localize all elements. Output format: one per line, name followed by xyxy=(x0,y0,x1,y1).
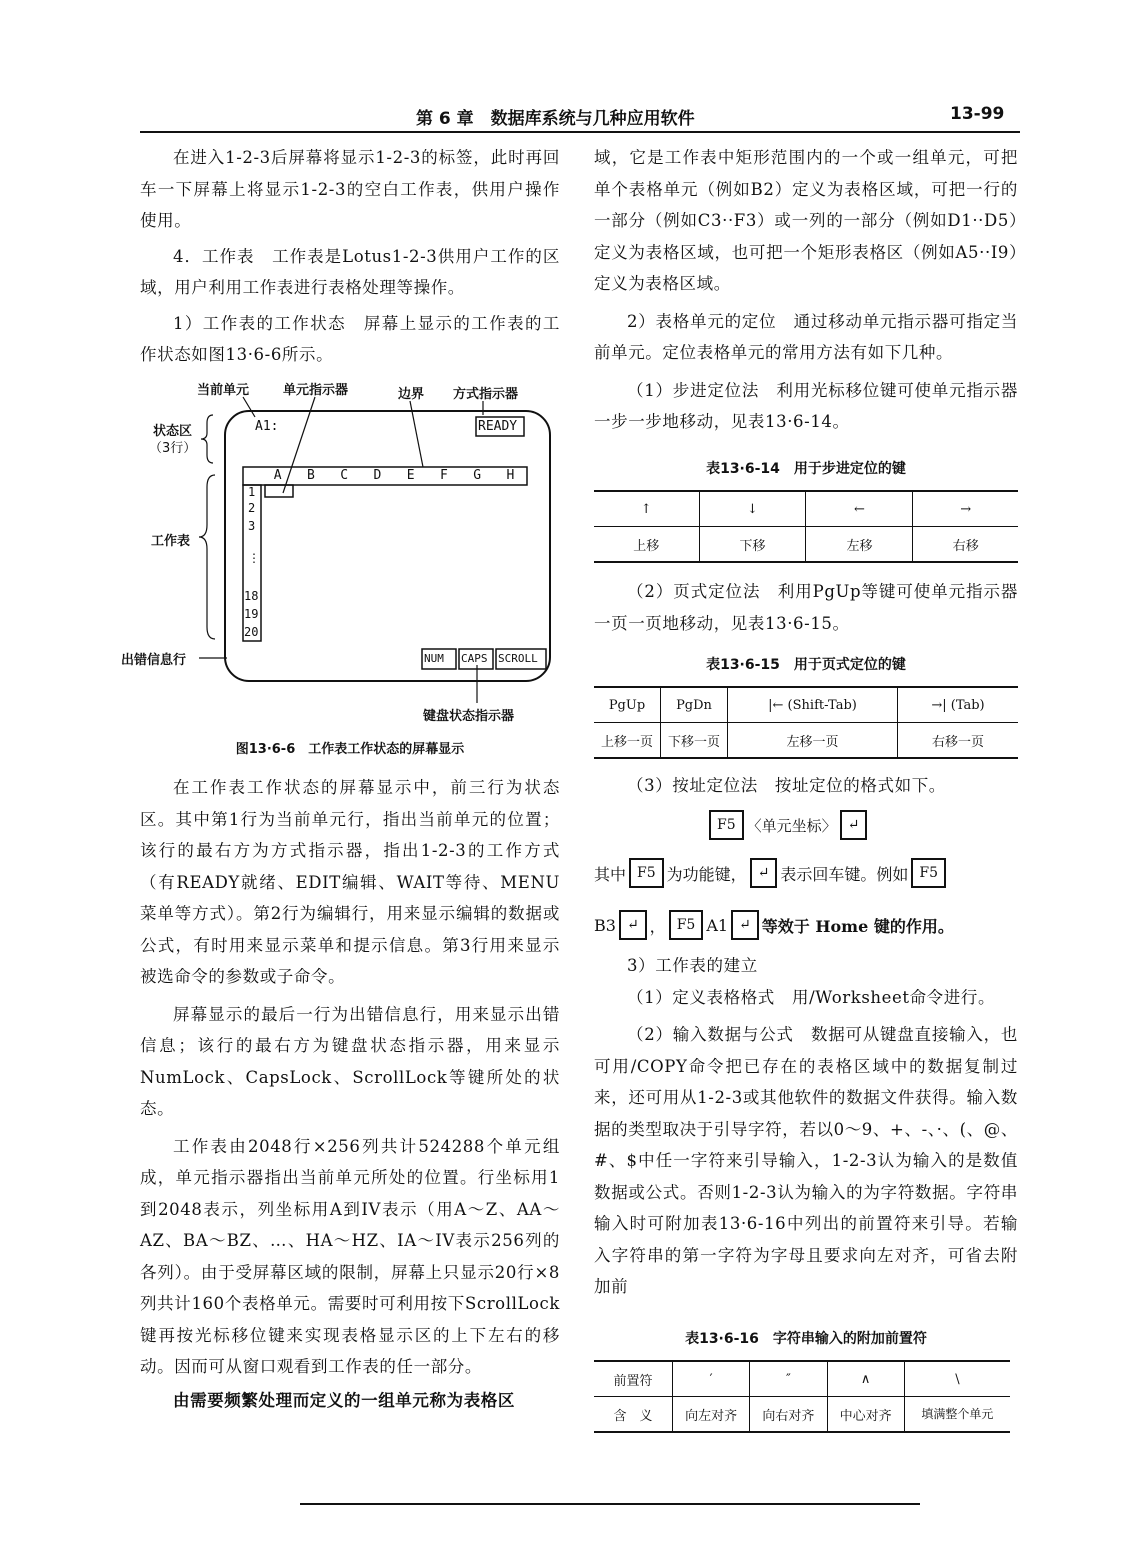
table-cell: 右移一页 xyxy=(898,723,1019,759)
label-cell-pointer: 单元指示器 xyxy=(283,383,349,398)
table-row xyxy=(594,723,1018,759)
enter-key: ↵ xyxy=(750,858,778,888)
table-cell: \ xyxy=(904,1361,1010,1397)
text: 其中 xyxy=(594,864,627,884)
label-current-cell: 当前单元 xyxy=(197,383,250,398)
enter-key: ↵ xyxy=(840,810,868,840)
enter-key: ↵ xyxy=(731,910,759,940)
paragraph: 屏幕显示的最后一行为出错信息行，用来显示出错信息；该行的最右方为键盘状态指示器，用来显示NumLock、CapsLock、ScrollLock等键所处的状态。 xyxy=(140,1004,560,1118)
paragraph: 域，它是工作表中矩形范围内的一个或一组单元，可把单个表格单元（例如B2）定义为表格区域，可把一行的一部分（例如C3··F3）或一列的一部分（例如D1··D5）定义为表格区域，也可把一个矩形表格区（例如A5··I9）定义为表格区域。 xyxy=(594,148,1018,293)
table-cell: 前置符 xyxy=(594,1361,673,1397)
header-rule xyxy=(140,131,1020,133)
figure-worksheet-screen xyxy=(115,375,565,724)
column-header: E xyxy=(406,468,415,483)
f5-key: F5 xyxy=(709,810,744,840)
table-cell: 右移 xyxy=(913,527,1018,563)
left-column-bottom xyxy=(140,772,560,1416)
table-cell: 向左对齐 xyxy=(673,1397,750,1433)
table-14-caption: 表13·6-14 用于步进定位的键 xyxy=(706,461,906,477)
label-status-area: 状态区 xyxy=(153,424,193,439)
status-key-caps: CAPS xyxy=(461,652,488,665)
table-cell: ∧ xyxy=(827,1361,904,1397)
label-mode-indicator: 方式指示器 xyxy=(453,387,519,402)
row-header: 3 xyxy=(248,519,256,533)
table-cell: 填满整个单元 xyxy=(904,1397,1010,1433)
paragraph: 3）工作表的建立 xyxy=(627,956,758,975)
f5-key: F5 xyxy=(911,858,946,888)
table-cell: PgUp xyxy=(594,687,661,723)
table-cell: →| (Tab) xyxy=(898,687,1019,723)
label-status-rows: （3行） xyxy=(149,441,197,456)
status-key-num: NUM xyxy=(424,652,444,665)
column-header: B xyxy=(306,468,315,483)
right-column-bottom xyxy=(594,950,1018,1303)
table-row xyxy=(594,1361,1010,1397)
paragraph: 由需要频繁处理而定义的一组单元称为表格区 xyxy=(173,1390,515,1410)
paragraph: （3）按址定位法 按址定位的格式如下。 xyxy=(627,776,946,795)
paragraph: 4．工作表 工作表是Lotus1-2-3供用户工作的区域，用户利用工作表进行表格处理等操作。 xyxy=(140,246,560,297)
paragraph: （2）输入数据与公式 数据可从键盘直接输入，也可用/COPY命令把已存在的表格区域中的数据复制过来，还可用从1-2-3或其他软件的数据文件获得。输入数据的类型取决于引导字符，若以0～9、+、-、·、(、@、#、$中任一字符来引导输入，1-2-3认为输入的是数值数据或公式。否则1-2-3认为输入的为字符数据。字符串输入时可附加表13·6-16中列出的前置符来引导。若输入字符串的第一字符为字母且要求向左对齐，可省去附加前 xyxy=(594,1025,1018,1296)
table-cell: ″ xyxy=(750,1361,827,1397)
text: 等效于 Home 键的作用。 xyxy=(761,916,954,936)
text: 为功能键， xyxy=(666,864,747,884)
table-row xyxy=(594,687,1018,723)
paragraph: 1）工作表的工作状态 屏幕上显示的工作表的工作状态如图13·6-6所示。 xyxy=(140,313,560,364)
column-header: F xyxy=(439,468,448,483)
text: 表示回车键。例如 xyxy=(780,864,909,884)
table-16 xyxy=(594,1360,1010,1433)
text: ， xyxy=(649,916,666,936)
page-number: 13-99 xyxy=(950,104,1005,124)
table-cell: → xyxy=(913,491,1018,527)
table-cell: 左移 xyxy=(806,527,913,563)
table-16-caption: 表13·6-16 字符串输入的附加前置符 xyxy=(685,1331,927,1347)
right-column-address xyxy=(594,770,1018,802)
right-column-mid xyxy=(594,576,1018,639)
paragraph: （1）步进定位法 利用光标移位键可使单元指示器一步一步地移动，见表13·6-14。 xyxy=(594,380,1018,431)
mode-indicator: READY xyxy=(478,419,518,434)
paragraph: （1）定义表格格式 用/Worksheet命令进行。 xyxy=(627,987,996,1007)
column-header: G xyxy=(473,468,482,483)
table-cell: |← (Shift-Tab) xyxy=(728,687,898,723)
table-14 xyxy=(594,490,1018,563)
left-column-top xyxy=(140,142,560,371)
table-cell: 左移一页 xyxy=(728,723,898,759)
table-cell: ↑ xyxy=(594,491,699,527)
chapter-title: 第 6 章 数据库系统与几种应用软件 xyxy=(416,109,695,129)
status-key-scroll: SCROLL xyxy=(498,652,538,665)
label-error-line: 出错信息行 xyxy=(121,653,187,668)
label-keyboard-indicator: 键盘状态指示器 xyxy=(423,709,515,724)
column-header: D xyxy=(373,468,382,483)
cell-address: A1: xyxy=(255,419,279,434)
row-header: 18 xyxy=(244,589,259,603)
table-15 xyxy=(594,686,1018,759)
paragraph: 工作表由2048行×256列共计524288个单元组成，单元指示器指出当前单元所处的位置。行坐标用1到2048表示，列坐标用A到IV表示（用A～Z、AA～AZ、BA～BZ、…、HA～HZ、IA～IV表示256列的各列）。由于受屏幕区域的限制，屏幕上只显示20行×8列共计160个表格单元。需要时可利用按下ScrollLock键再按光标移位键来实现表格显示区的上下左右的移动。因而可从窗口观看到工作表的任一部分。 xyxy=(140,1136,560,1376)
table-cell: 含 义 xyxy=(594,1397,673,1433)
f5-key: F5 xyxy=(629,858,664,888)
row-header: 20 xyxy=(244,625,259,639)
format-argument: 〈单元坐标〉 xyxy=(746,816,837,835)
table-row xyxy=(594,1397,1010,1433)
paragraph: （2）页式定位法 利用PgUp等键可使单元指示器一页一页地移动，见表13·6-15。 xyxy=(594,582,1018,633)
right-column-top xyxy=(594,142,1018,438)
table-cell: 上移一页 xyxy=(594,723,661,759)
paragraph: 2）表格单元的定位 通过移动单元指示器可指定当前单元。定位表格单元的常用方法有如下几种。 xyxy=(594,311,1018,362)
column-headers xyxy=(261,468,527,484)
text: A1 xyxy=(706,915,729,935)
row-header: ⋮ xyxy=(248,551,260,565)
paragraph: 在进入1-2-3后屏幕将显示1-2-3的标签，此时再回车一下屏幕上将显示1-2-3的空白工作表，供用户操作使用。 xyxy=(140,148,560,230)
table-row xyxy=(594,527,1018,563)
text: B3 xyxy=(594,915,616,935)
table-cell: 向右对齐 xyxy=(750,1397,827,1433)
enter-key: ↵ xyxy=(619,910,647,940)
table-cell: 中心对齐 xyxy=(827,1397,904,1433)
label-border: 边界 xyxy=(398,387,425,402)
table-row xyxy=(594,491,1018,527)
address-format xyxy=(706,810,870,840)
footer-rule xyxy=(300,1503,920,1505)
label-worksheet: 工作表 xyxy=(151,534,191,549)
table-cell: PgDn xyxy=(661,687,728,723)
row-header: 19 xyxy=(244,607,259,621)
paragraph: 在工作表工作状态的屏幕显示中，前三行为状态区。其中第1行为当前单元行，指出当前单元的位置；该行的最右方为方式指示器，指出1-2-3的工作方式（有READY就绪、EDIT编辑、WAIT等待、MENU菜单等方式）。第2行为编辑行，用来显示编辑的数据或公式，有时用来显示菜单和提示信息。第3行用来显示被选命令的参数或子命令。 xyxy=(140,778,560,986)
column-header: A xyxy=(273,468,282,483)
column-header: C xyxy=(340,468,349,483)
f5-key: F5 xyxy=(669,910,704,940)
row-header: 1 xyxy=(248,485,256,499)
example-line-2 xyxy=(594,910,1018,940)
table-cell: ′ xyxy=(673,1361,750,1397)
table-cell: ↓ xyxy=(699,491,806,527)
column-header: H xyxy=(506,468,515,483)
table-cell: 上移 xyxy=(594,527,699,563)
table-cell: 下移一页 xyxy=(661,723,728,759)
table-cell: ← xyxy=(806,491,913,527)
table-15-caption: 表13·6-15 用于页式定位的键 xyxy=(706,657,906,673)
row-header: 2 xyxy=(248,501,256,515)
table-cell: 下移 xyxy=(699,527,806,563)
figure-caption: 图13·6-6 工作表工作状态的屏幕显示 xyxy=(235,742,465,757)
example-line-1 xyxy=(594,858,1018,888)
